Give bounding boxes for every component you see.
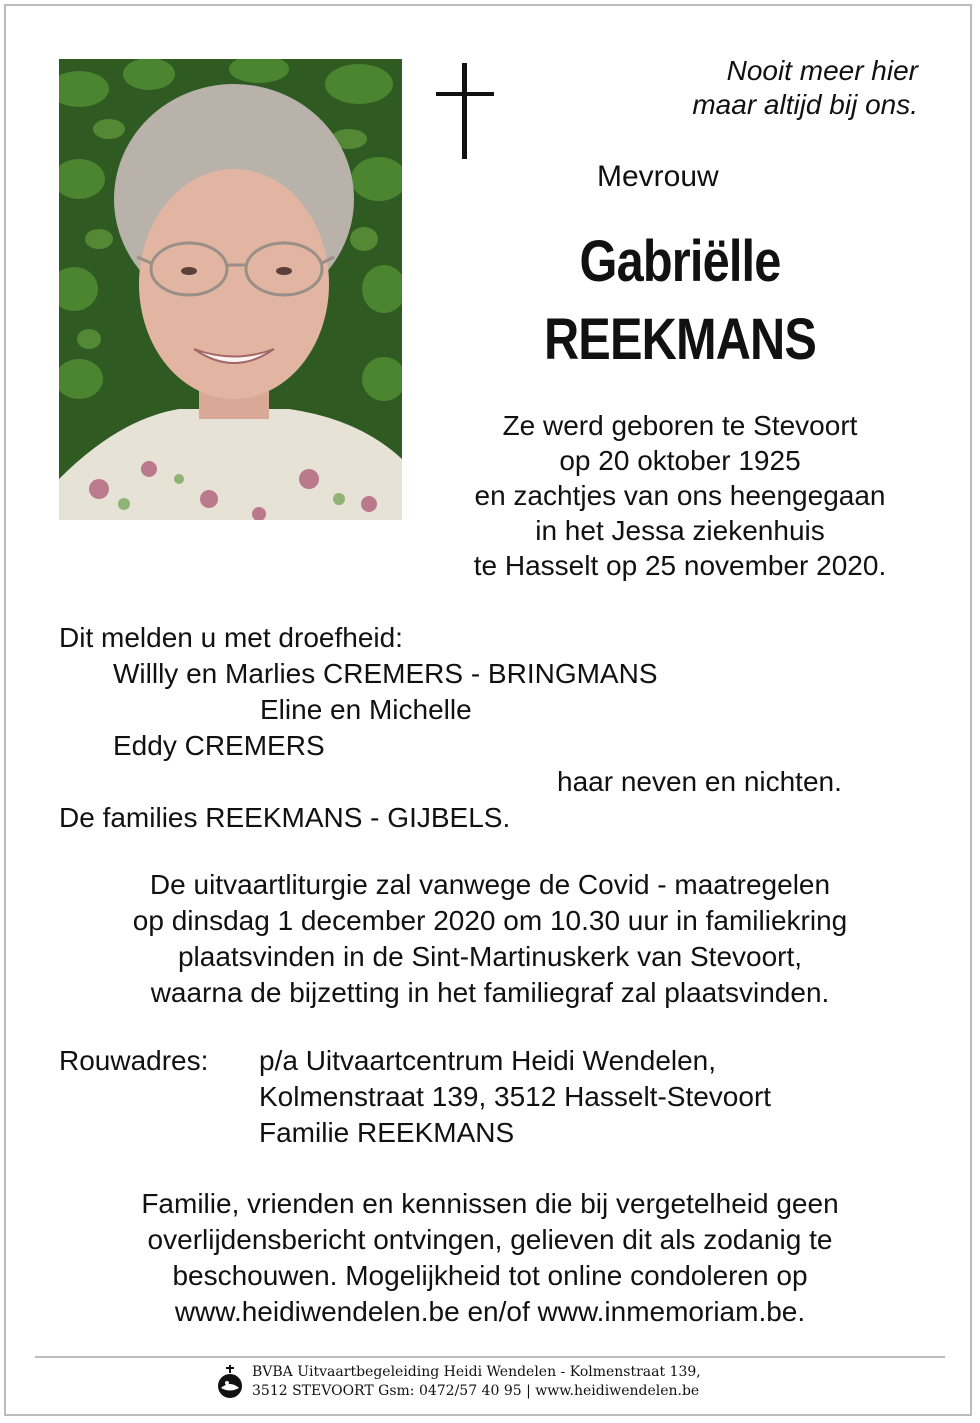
liturgy-line: waarna de bijzetting in het familiegraf zal plaatsvinden. [150, 977, 830, 1008]
birth-death-line: in het Jessa ziekenhuis [535, 515, 825, 546]
family-line: Willly en Marlies CREMERS - BRINGMANS [113, 658, 658, 689]
cross-icon [436, 63, 494, 159]
funeral-liturgy [40, 867, 940, 1011]
funeral-home-logo-icon [216, 1365, 244, 1399]
footer-line-1: BVBA Uitvaartbegeleiding Heidi Wendelen - Kolmenstraat 139, [252, 1364, 701, 1380]
family-intro: Dit melden u met droefheid: [59, 622, 403, 653]
address-line: Familie REEKMANS [259, 1117, 515, 1148]
motto [692, 54, 918, 122]
deceased-title: Mevrouw [597, 160, 719, 193]
family-line: haar neven en nichten. [557, 766, 842, 797]
birth-death-line: op 20 oktober 1925 [559, 445, 801, 476]
birth-death-line: en zachtjes van ons heengegaan [474, 480, 886, 511]
deceased-last-name: REEKMANS [543, 307, 817, 372]
liturgy-line: De uitvaartliturgie zal vanwege de Covid - maatregelen [149, 869, 831, 900]
family-line: De families REEKMANS - GIJBELS. [59, 802, 511, 833]
notice-line: www.heidiwendelen.be en/of www.inmemoriam.be. [174, 1296, 806, 1327]
family-line: Eline en Michelle [260, 694, 472, 725]
motto-line-2: maar altijd bij ons. [692, 89, 918, 120]
condolence-notice [40, 1186, 940, 1330]
motto-line-1: Nooit meer hier [726, 55, 918, 86]
address-label: Rouwadres: [59, 1045, 209, 1076]
deceased-first-name: Gabriëlle [579, 229, 781, 294]
address-line: p/a Uitvaartcentrum Heidi Wendelen, [259, 1045, 717, 1076]
footer-line-2: 3512 STEVOORT Gsm: 0472/57 40 95 | www.heidiwendelen.be [252, 1383, 700, 1399]
liturgy-line: plaatsvinden in de Sint-Martinuskerk van Stevoort, [177, 941, 803, 972]
birth-death-info [440, 408, 920, 583]
notice-line: overlijdensbericht ontvingen, gelieven dit als zodanig te [147, 1224, 833, 1255]
footer-divider [35, 1356, 945, 1358]
notice-line: Familie, vrienden en kennissen die bij vergetelheid geen [141, 1188, 839, 1219]
notice-line: beschouwen. Mogelijkheid tot online condoleren op [172, 1260, 808, 1291]
portrait-photo [59, 59, 402, 520]
address-line: Kolmenstraat 139, 3512 Hasselt-Stevoort [259, 1081, 772, 1112]
liturgy-line: op dinsdag 1 december 2020 om 10.30 uur in familiekring [132, 905, 848, 936]
portrait-illustration [59, 59, 402, 520]
family-line: Eddy CREMERS [113, 730, 325, 761]
family-announcement [59, 620, 919, 836]
birth-death-line: te Hasselt op 25 november 2020. [473, 550, 887, 581]
birth-death-line: Ze werd geboren te Stevoort [502, 410, 858, 441]
